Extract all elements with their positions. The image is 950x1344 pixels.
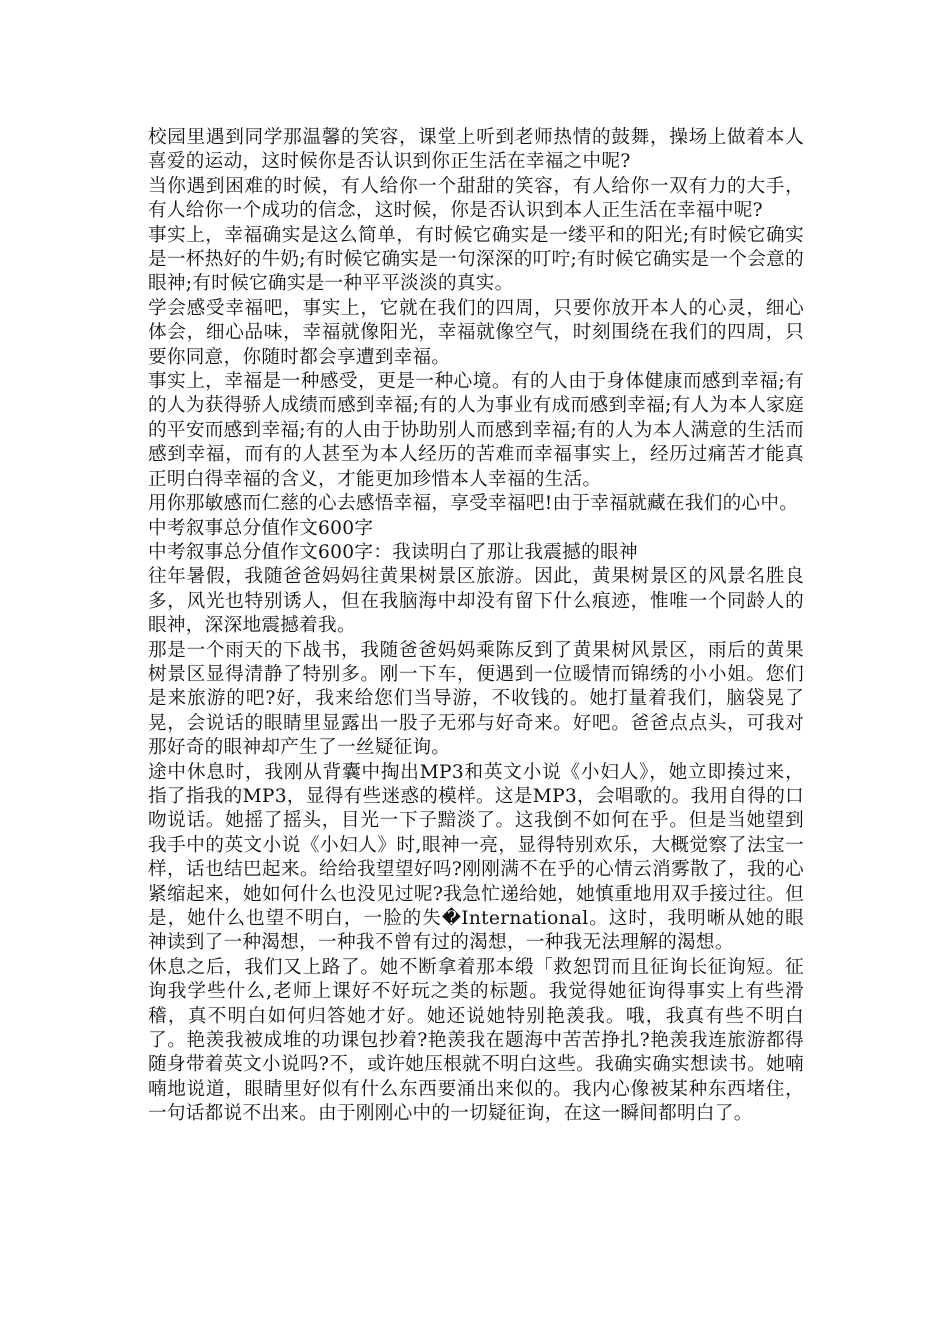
paragraph: 往年暑假，我随爸爸妈妈往黄果树景区旅游。因此，黄果树景区的风景名胜良多，风光也特别诱人，但在我脑海中却没有留下什么痕迹，惟唯一个同龄人的眼神，深深地震撼着我。 xyxy=(148,566,804,637)
paragraph: 事实上，幸福确实是这么简单，有时候它确实是一缕平和的阳光;有时候它确实是一杯热好的牛奶;有时候它确实是一句深深的叮咛;有时候它确实是一个会意的眼神;有时候它确实是一种平平淡淡的真实。 xyxy=(148,224,804,295)
paragraph: 用你那敏感而仁慈的心去感悟幸福，享受幸福吧!由于幸福就藏在我们的心中。 xyxy=(148,493,799,515)
paragraph: 事实上，幸福是一种感受，更是一种心境。有的人由于身体健康而感到幸福;有的人为获得骄人成绩而感到幸福;有的人为事业有成而感到幸福;有人为本人家庭的平安而感到幸福;有的人由于协助别人而感到幸福;有的人为本人满意的生活而感到幸福，而有的人甚至为本人经历的苦难而幸福事实上，经历过痛苦才能真正明白得幸福的含义，才能更加珍惜本人幸福的生活。 xyxy=(148,371,804,490)
essay-title: 中考叙事总分值作文600字：我读明白了那让我震撼的眼神 xyxy=(148,541,638,563)
paragraph: 休息之后，我们又上路了。她不断拿着那本缎「救恕罚而且征询长征询短。征询我学些什么,老师上课好不好玩之类的标题。我觉得她征询得事实上有些滑稽，真不明白如何归答她才好。她还说她特别艳羡我。哦，我真有些不明白了。艳羡我被成堆的功课包抄着?艳羡我在题海中苦苦挣扎?艳羡我连旅游都得随身带着英文小说吗?不，或许她压根就不明白这些。我确实确实想读书。她喃喃地说道，眼睛里好似有什么东西要涌出来似的。我内心像被某种东西堵住，一句话都说不出来。由于刚刚心中的一切疑征询，在这一瞬间都明白了。 xyxy=(148,956,804,1125)
paragraph: 校园里遇到同学那温馨的笑容，课堂上听到老师热情的鼓舞，操场上做着本人喜爱的运动，这时候你是否认识到你正生活在幸福之中呢? xyxy=(148,127,804,173)
paragraph: 那是一个雨天的下战书，我随爸爸妈妈乘陈反到了黄果树风景区，雨后的黄果树景区显得清静了特别多。刚一下车，便遇到一位暖情而锦绣的小小姐。您们是来旅游的吧?好，我来给您们当导游，不收钱的。她打量着我们，脑袋晃了晃，会说话的眼睛里显露出一股子无邪与好奇来。好吧。爸爸点点头，可我对那好奇的眼神却产生了一丝疑征询。 xyxy=(148,639,804,759)
document-body xyxy=(148,126,804,1127)
essay-heading: 中考叙事总分值作文600字 xyxy=(148,517,374,539)
paragraph: 当你遇到困难的时候，有人给你一个甜甜的笑容，有人给你一双有力的大手，有人给你一个成功的信念，这时候，你是否认识到本人正生活在幸福中呢? xyxy=(148,175,804,222)
paragraph: 学会感受幸福吧，事实上，它就在我们的四周，只要你放开本人的心灵，细心体会，细心品味，幸福就像阳光，幸福就像空气，时刻围绕在我们的四周，只要你同意，你随时都会享遭到幸福。 xyxy=(148,297,804,368)
paragraph: 途中休息时，我刚从背囊中掏出MP3和英文小说《小妇人》，她立即揍过来，指了指我的MP3，显得有些迷惑的模样。这是MP3，会唱歌的。我用自得的口吻说话。她摇了摇头，目光一下子黯淡了。这我倒不如何在乎。但是当她望到我手中的英文小说《小妇人》时,眼神一亮，显得特别欢乐，大概觉察了法宝一样，话也结巴起来。给给我望望好吗?刚刚满不在乎的心情云消雾散了，我的心紧缩起来，她如何什么也没见过呢?我急忙递给她，她慎重地用双手接过往。但是，她什么也望不明白，一脸的失�International。这时，我明晰从她的眼神读到了一种渴想，一种我不曾有过的渴想，一种我无法理解的渴想。 xyxy=(148,761,804,954)
